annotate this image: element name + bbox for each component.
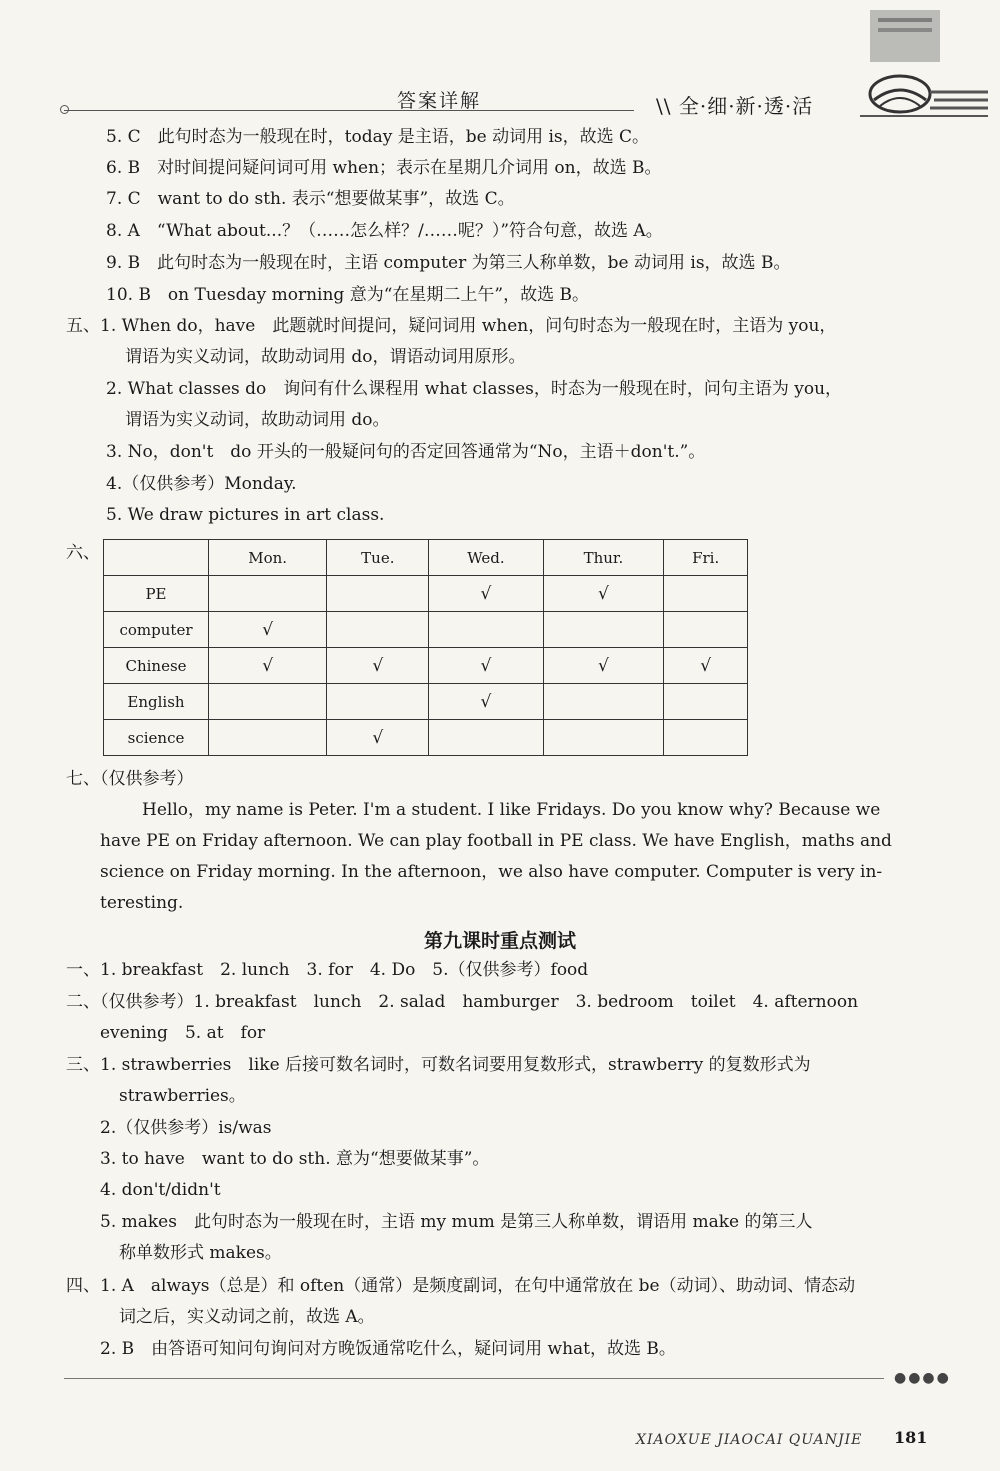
day-header: Wed. bbox=[429, 540, 543, 576]
answer-line: 七、（仅供参考） bbox=[66, 769, 194, 789]
check-cell bbox=[429, 576, 543, 612]
table-label: 六、 bbox=[66, 543, 100, 563]
check-mark-icon: √ bbox=[598, 583, 609, 604]
answer-line: 二、（仅供参考）1. breakfast lunch 2. salad hamburger 3. bedroom toilet 4. afternoon bbox=[66, 992, 859, 1012]
check-cell bbox=[327, 576, 429, 612]
check-cell bbox=[209, 684, 327, 720]
passage-line: science on Friday morning. In the afternoon，we also have computer. Computer is very in- bbox=[100, 862, 883, 882]
day-header: Fri. bbox=[664, 540, 748, 576]
check-cell bbox=[327, 684, 429, 720]
check-cell bbox=[209, 720, 327, 756]
footer-dots: ●●●● bbox=[894, 1370, 951, 1386]
passage-line: Hello，my name is Peter. I'm a student. I like Fridays. Do you know why? Because we bbox=[142, 800, 881, 820]
check-mark-icon: √ bbox=[480, 655, 492, 676]
answer-line: 10. B on Tuesday morning 意为“在星期二上午”，故选 B。 bbox=[106, 285, 589, 305]
header-title: 答案详解 bbox=[397, 90, 482, 112]
day-header: Thur. bbox=[543, 540, 664, 576]
subject-cell: computer bbox=[104, 612, 209, 648]
page-number: 181 bbox=[894, 1428, 928, 1447]
check-cell bbox=[429, 612, 543, 648]
check-cell bbox=[543, 720, 664, 756]
answer-line: 6. B 对时间提问疑问词可用 when；表示在星期几介词用 on，故选 B。 bbox=[106, 158, 662, 178]
answer-line: 7. C want to do sth. 表示“想要做某事”，故选 C。 bbox=[106, 189, 515, 209]
check-cell bbox=[664, 684, 748, 720]
footer-text: XIAOXUE JIAOCAI QUANJIE bbox=[636, 1432, 863, 1448]
subject-cell: science bbox=[104, 720, 209, 756]
check-cell bbox=[543, 684, 664, 720]
answer-line: 谓语为实义动词，故助动词用 do，谓语动词用原形。 bbox=[125, 347, 526, 367]
check-mark-icon: √ bbox=[480, 691, 492, 712]
table-row bbox=[104, 684, 748, 720]
passage-line: have PE on Friday afternoon. We can play football in PE class. We have English，maths and bbox=[100, 831, 892, 851]
page-header bbox=[0, 0, 1000, 125]
answer-line: 5. C 此句时态为一般现在时，today 是主语，be 动词用 is，故选 C。 bbox=[106, 127, 650, 147]
answer-line: 五、1. When do，have 此题就时间提问，疑问词用 when，问句时态为一般现在时，主语为 you， bbox=[66, 316, 837, 336]
answer-line: 称单数形式 makes。 bbox=[119, 1243, 282, 1263]
header-rule bbox=[64, 110, 634, 111]
day-header: Tue. bbox=[327, 540, 429, 576]
answer-line: 谓语为实义动词，故助动词用 do。 bbox=[125, 410, 390, 430]
check-mark-icon: √ bbox=[598, 655, 609, 676]
check-cell bbox=[429, 684, 543, 720]
check-cell bbox=[664, 576, 748, 612]
check-cell bbox=[543, 576, 664, 612]
check-mark-icon: √ bbox=[262, 619, 274, 640]
check-mark-icon: √ bbox=[262, 655, 274, 676]
answer-line: 3. to have want to do sth. 意为“想要做某事”。 bbox=[100, 1149, 490, 1169]
check-cell bbox=[209, 612, 327, 648]
answer-line: 9. B 此句时态为一般现在时，主语 computer 为第三人称单数，be 动词用 is，故选 B。 bbox=[106, 253, 791, 273]
check-mark-icon: √ bbox=[372, 655, 384, 676]
answer-line: 词之后，实义动词之前，故选 A。 bbox=[119, 1307, 375, 1327]
table-header-row bbox=[104, 540, 748, 576]
check-cell bbox=[543, 648, 664, 684]
check-mark-icon: √ bbox=[372, 727, 384, 748]
check-cell bbox=[543, 612, 664, 648]
table-row bbox=[104, 576, 748, 612]
answer-line: 四、1. A always（总是）和 often（通常）是频度副词，在句中通常放在 be（动词）、助动词、情态动 bbox=[66, 1276, 856, 1296]
answer-line: 5. We draw pictures in art class. bbox=[106, 505, 385, 525]
day-header: Mon. bbox=[209, 540, 327, 576]
subject-cell: English bbox=[104, 684, 209, 720]
header-slogan: \\ 全·细·新·透·活 bbox=[656, 94, 814, 118]
footer-rule bbox=[64, 1378, 884, 1379]
check-cell bbox=[664, 648, 748, 684]
answer-line: 3. No，don't do 开头的一般疑问句的否定回答通常为“No，主语＋don't.”。 bbox=[106, 442, 706, 462]
answer-line: strawberries。 bbox=[119, 1086, 246, 1106]
check-cell bbox=[429, 720, 543, 756]
answer-line: 一、1. breakfast 2. lunch 3. for 4. Do 5.（仅供参考）food bbox=[66, 960, 589, 980]
answer-line: 5. makes 此句时态为一般现在时，主语 my mum 是第三人称单数，谓语用 make 的第三人 bbox=[100, 1212, 813, 1232]
answer-line: 4.（仅供参考）Monday. bbox=[106, 474, 297, 494]
check-cell bbox=[429, 648, 543, 684]
answer-line: 2. What classes do 询问有什么课程用 what classes，时态为一般现在时，问句主语为 you， bbox=[106, 379, 843, 399]
check-cell bbox=[327, 720, 429, 756]
check-mark-icon: √ bbox=[700, 655, 712, 676]
check-cell bbox=[664, 612, 748, 648]
section-title: 第九课时重点测试 bbox=[423, 930, 576, 952]
answer-line: 8. A “What about...？（……怎么样？/……呢？）”符合句意，故选 A。 bbox=[106, 221, 663, 241]
subject-cell: Chinese bbox=[104, 648, 209, 684]
table-row bbox=[104, 648, 748, 684]
table-corner-cell bbox=[104, 540, 209, 576]
answer-line: 2.（仅供参考）is/was bbox=[100, 1118, 272, 1138]
passage-line: teresting. bbox=[100, 893, 184, 913]
header-slogan-text: 全·细·新·透·活 bbox=[678, 94, 814, 118]
check-cell bbox=[209, 648, 327, 684]
schedule-table bbox=[103, 539, 748, 756]
answer-line: 2. B 由答语可知问句询问对方晚饭通常吃什么，疑问词用 what，故选 B。 bbox=[100, 1339, 676, 1359]
check-cell bbox=[664, 720, 748, 756]
check-cell bbox=[209, 576, 327, 612]
answer-line: 4. don't/didn't bbox=[100, 1180, 221, 1200]
check-mark-icon: √ bbox=[480, 583, 492, 604]
answer-line: 三、1. strawberries like 后接可数名词时，可数名词要用复数形式，strawberry 的复数形式为 bbox=[66, 1055, 811, 1075]
book-logo-icon bbox=[860, 8, 990, 128]
check-cell bbox=[327, 648, 429, 684]
subject-cell: PE bbox=[104, 576, 209, 612]
check-cell bbox=[327, 612, 429, 648]
table-row bbox=[104, 720, 748, 756]
table-row bbox=[104, 612, 748, 648]
answer-line: evening 5. at for bbox=[100, 1023, 266, 1043]
